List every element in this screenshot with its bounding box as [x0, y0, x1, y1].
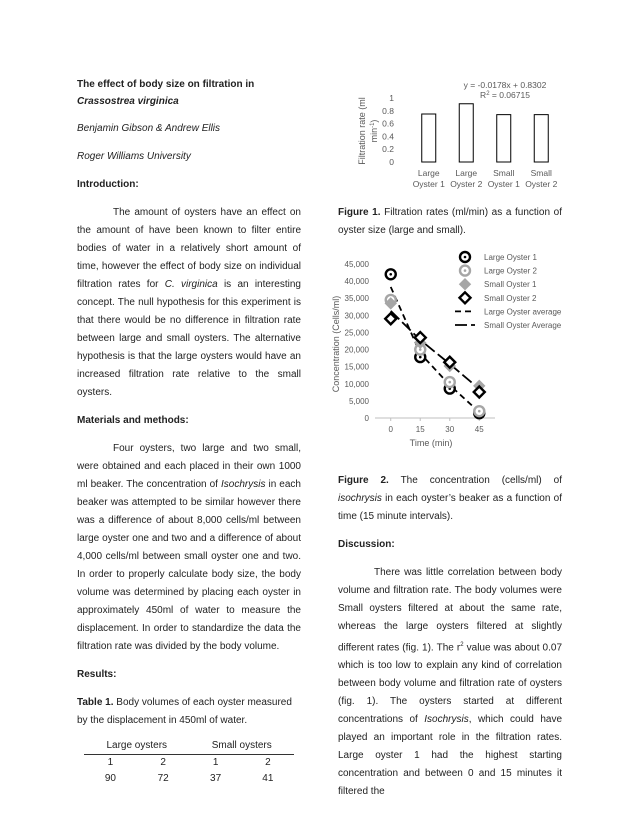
- chart1-ytick-label: 0.2: [382, 144, 394, 155]
- chart2-legend-marker-center: [464, 256, 467, 259]
- chart1-ytick-label: 0.8: [382, 105, 394, 116]
- chart2-series-line: [391, 287, 480, 412]
- fig2-caption-a: The concentration (cells/ml) of: [388, 475, 562, 486]
- title-species: Crassostrea virginica: [77, 96, 179, 107]
- table-cell: 41: [262, 773, 274, 784]
- chart2-ytick-label: 30,000: [344, 311, 369, 321]
- table-cell: 90: [104, 773, 116, 784]
- chart1-ytick-label: 0.6: [382, 118, 394, 129]
- chart1-category-label: Oyster 1: [487, 179, 520, 189]
- chart1-bar: [534, 115, 548, 162]
- fig1-caption-body: Filtration rates (ml/min) as a function of oyster size (large and small).: [338, 207, 562, 236]
- chart2-legend-label: Small Oyster 1: [484, 280, 537, 290]
- chart2-legend-marker-center: [464, 269, 467, 272]
- disc-superscript: 2: [460, 642, 464, 648]
- chart2-ytick-label: 35,000: [344, 294, 369, 304]
- chart2-ytick-label: 20,000: [344, 345, 369, 355]
- body-volume-table: [84, 738, 294, 787]
- methods-paragraph: [77, 440, 301, 656]
- chart2-ytick-label: 5,000: [348, 396, 369, 406]
- table-cell: 1: [212, 757, 219, 768]
- methods-text-a: Four oysters, two large and two small, were obtained and each placed in their own 1000 ml beaker. The concentration of: [77, 443, 301, 490]
- chart1-ylabel-line2: $\min^{-1}$): [369, 119, 379, 143]
- chart1-ytick-label: 0.4: [382, 131, 394, 142]
- fig1-caption-text: [338, 204, 562, 240]
- paper-title: [77, 76, 301, 110]
- chart2-xtick-label: 45: [474, 425, 484, 434]
- chart1-ylabel: Filtration rate (ml: [357, 97, 367, 165]
- disc-text-c: , which could have played an important role in the filtration rates. Large oyster 1 had the highest starting concentration and between 0 and 15 minutes it filtered the: [338, 714, 563, 798]
- table-cell: 1: [107, 757, 114, 768]
- chart2-ytick-label: 15,000: [344, 362, 369, 372]
- chart2-data-point-center: [448, 381, 451, 384]
- chart2-data-point-center: [419, 356, 422, 359]
- chart1-category-label: Small: [493, 168, 515, 178]
- results-heading: Results:: [77, 669, 117, 680]
- chart1-category-label: Large: [455, 168, 478, 178]
- table-label: Table 1.: [77, 697, 114, 708]
- disc-text-a: There was little correlation between body volume and filtration rate. The body volumes were Small oysters filtered at about the same rate, whereas the large oysters filtered at slightly different rates (fig. 1). The r: [338, 567, 562, 654]
- methods-species: Isochrysis: [220, 479, 266, 490]
- chart2-legend-label: Small Oyster 2: [484, 293, 537, 303]
- chart1-category-label: Oyster 1: [412, 179, 445, 189]
- chart2-xtick-label: 15: [415, 425, 425, 434]
- chart2-data-point-center: [478, 410, 481, 413]
- authors: Benjamin Gibson & Andrew Ellis: [77, 123, 221, 134]
- chart1-r-squared: $R^2 = 0.06715$: [480, 90, 530, 100]
- title-text: The effect of body size on filtration in: [77, 79, 255, 90]
- introduction-paragraph: [77, 204, 301, 402]
- chart1-bar: [497, 115, 511, 162]
- chart2-ytick-label: 40,000: [344, 277, 369, 287]
- table-row: [84, 755, 294, 772]
- fig2-label: Figure 2.: [338, 475, 389, 486]
- chart2-series-line: [391, 311, 480, 389]
- methods-heading: Materials and methods:: [77, 415, 189, 426]
- affiliation: Roger Williams University: [77, 151, 191, 162]
- chart2-xtick-label: 30: [445, 425, 455, 434]
- intro-text-a: The amount of oysters have an effect on the amount of have been known to filter entire bodies of water in a relatively short amount of time, however the effect of body size on individual filtration rates for: [77, 207, 301, 290]
- introduction-heading: Introduction:: [77, 179, 139, 190]
- chart2-ytick-label: 10,000: [344, 379, 369, 389]
- intro-text-b: is an interesting concept. The null hypothesis for this experiment is that there would be no difference in filtration rate between large and small oysters. The alternative hypothesis is that the large oysters would have an increased filtration rate relative to the small oysters.: [77, 279, 301, 398]
- table-cell: 2: [160, 757, 166, 768]
- fig2-caption-b: in each oyster’s beaker as a function of time (15 minute intervals).: [338, 493, 562, 522]
- chart2-legend-label: Large Oyster average: [484, 307, 562, 317]
- chart2-legend-label: Small Oyster Average: [484, 321, 562, 330]
- chart1-category-label: Large: [417, 168, 440, 178]
- chart1-ytick-label: 1: [389, 93, 394, 103]
- table-group-header: Small oysters: [190, 738, 295, 755]
- chart2-xlabel: Time (min): [409, 438, 453, 448]
- fig2-species: isochrysis: [338, 493, 382, 504]
- fig2-caption: [338, 472, 562, 526]
- fig1-label: Figure 1.: [338, 207, 381, 218]
- chart2-legend-label: Large Oyster 2: [484, 266, 537, 276]
- chart2-ytick-label: 45,000: [344, 260, 369, 269]
- table-row: [84, 771, 294, 787]
- table-group-header: Large oysters: [84, 738, 190, 755]
- intro-species: C. virginica: [164, 279, 218, 290]
- chart2-legend-marker: [460, 292, 471, 303]
- filtration-rate-bar-chart: [338, 74, 568, 194]
- chart1-bar: [459, 104, 473, 162]
- table-cell: 37: [210, 773, 222, 784]
- chart2-legend-marker: [460, 279, 471, 290]
- chart1-category-label: Oyster 2: [525, 179, 558, 189]
- concentration-scatter-chart: [327, 246, 571, 456]
- figure2-caption-block: [338, 472, 562, 801]
- disc-text-b: value was about 0.07 which is too low to explain any kind of correlation between body volume and filtration rate of oysters (fig. 1). The oysters started at different concentrations of: [338, 642, 563, 726]
- chart1-category-label: Small: [530, 168, 552, 178]
- chart2-legend-label: Large Oyster 1: [484, 253, 537, 262]
- table-caption-text: Body volumes of each oyster measured by the displacement in 450ml of water.: [77, 697, 292, 726]
- discussion-heading: Discussion:: [338, 539, 395, 550]
- table-cell: 72: [157, 773, 169, 784]
- figure1-caption: [338, 204, 562, 240]
- methods-text-b: in each beaker was attempted to be similar however there was a difference of about 8,000 cells/ml between large oyster one and two and a difference of about 4,000 cells/ml between small oyster one and two. In order to properly calculate body size, the body volume was determined by placing each oyster in approximately 450ml of water to measure the displacement. In order to standardize the data the filtration rate was divided by the body volume.: [77, 479, 301, 652]
- chart2-ytick-label: 25,000: [344, 328, 369, 338]
- discussion-paragraph: [338, 564, 562, 801]
- disc-species: Isochrysis: [424, 714, 469, 726]
- table-header-row: [84, 738, 294, 755]
- table-cell: 2: [265, 757, 271, 768]
- chart2-ylabel: Concentration (Cells/ml): [331, 295, 341, 393]
- chart2-ytick-label: 0: [364, 414, 369, 423]
- left-column: [77, 76, 301, 787]
- chart1-ytick-label: 0: [389, 157, 394, 167]
- table-caption: [77, 694, 301, 730]
- chart2-xtick-label: 0: [388, 425, 393, 434]
- chart1-equation: y = -0.0178x + 0.8302: [463, 80, 547, 90]
- chart2-data-point-center: [389, 273, 392, 276]
- chart1-bar: [422, 114, 436, 162]
- chart1-category-label: Oyster 2: [450, 179, 483, 189]
